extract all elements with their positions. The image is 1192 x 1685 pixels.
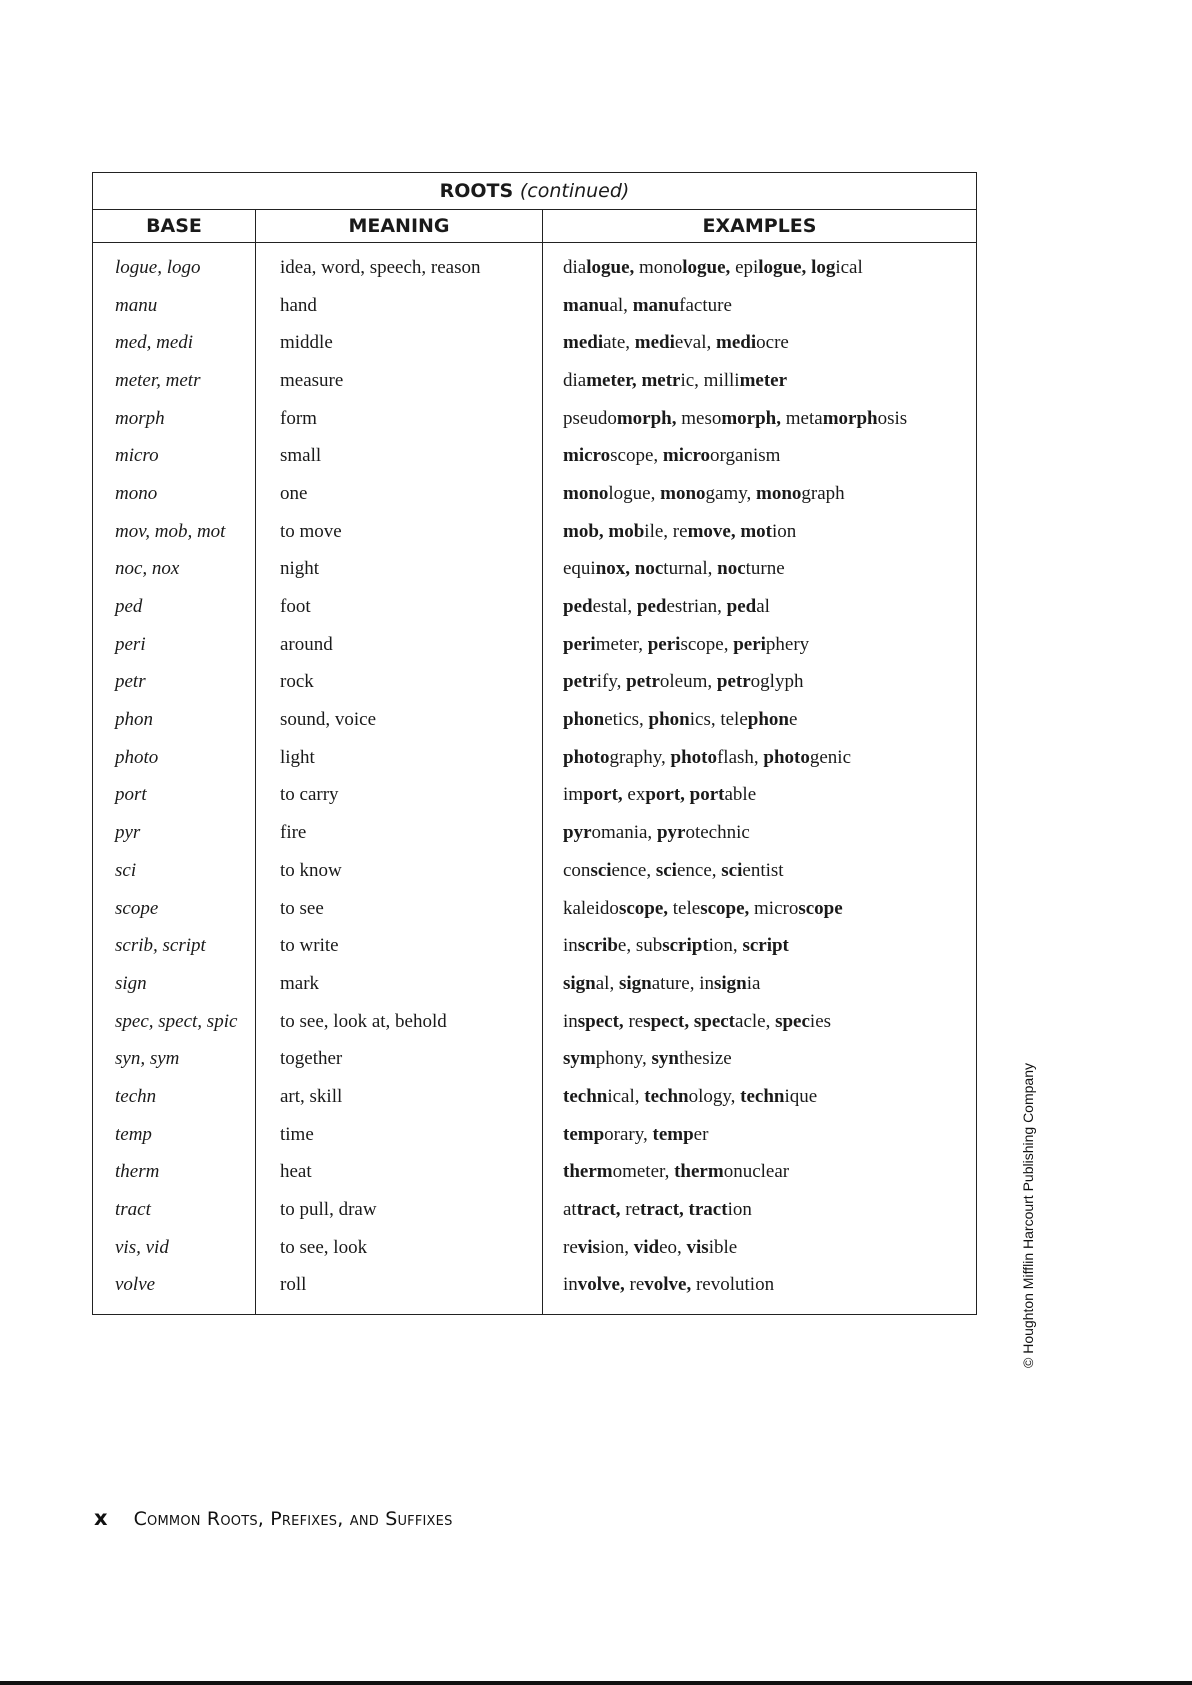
example-text: ion, — [708, 935, 743, 957]
table-body — [93, 243, 977, 1315]
root-highlight: vid — [633, 1236, 660, 1258]
root-highlight: photo — [563, 746, 610, 768]
root-highlight: manu — [632, 294, 680, 316]
root-highlight: sym — [563, 1048, 596, 1070]
table-row — [93, 1191, 977, 1229]
root-highlight: photo — [670, 746, 717, 768]
page-number: x — [94, 1506, 108, 1530]
base-cell: ped — [93, 588, 256, 626]
root-highlight: noc — [717, 558, 746, 580]
column-header-examples: EXAMPLES — [543, 210, 977, 243]
root-highlight: peri — [563, 633, 596, 655]
examples-cell — [543, 1267, 977, 1315]
example-text: re — [563, 1236, 578, 1258]
table-row — [93, 777, 977, 815]
examples-cell — [543, 1116, 977, 1154]
example-text: graphy, — [609, 746, 671, 768]
root-highlight: nox, noc — [595, 558, 664, 580]
table-row — [93, 551, 977, 589]
root-highlight: techn — [563, 1085, 608, 1107]
root-highlight: vis — [686, 1236, 709, 1258]
base-cell: meter, metr — [93, 362, 256, 400]
examples-cell — [543, 243, 977, 287]
meaning-cell: night — [256, 551, 543, 589]
root-highlight: logue, — [682, 256, 731, 278]
root-highlight: therm — [563, 1161, 613, 1183]
examples-cell — [543, 551, 977, 589]
example-text: orary, — [604, 1123, 653, 1145]
example-text: turne — [745, 558, 785, 580]
root-highlight: script — [662, 935, 709, 957]
base-cell: mono — [93, 475, 256, 513]
example-text: ical, — [607, 1085, 645, 1107]
base-cell: tract — [93, 1191, 256, 1229]
root-highlight: photo — [763, 746, 810, 768]
example-text: micro — [749, 897, 799, 919]
example-text: oglyph — [750, 671, 804, 693]
example-text: ate, — [603, 332, 635, 354]
table-row — [93, 1267, 977, 1315]
root-highlight: phon — [563, 709, 605, 731]
examples-cell — [543, 701, 977, 739]
meaning-cell: to write — [256, 927, 543, 965]
example-text: re — [620, 1199, 641, 1221]
examples-cell — [543, 777, 977, 815]
example-text: ible — [708, 1236, 738, 1258]
root-highlight: sign — [563, 972, 596, 994]
example-text: otechnic — [685, 822, 750, 844]
root-highlight: script — [742, 935, 789, 957]
root-highlight: scope — [798, 897, 843, 919]
example-text: ex — [622, 784, 646, 806]
examples-cell — [543, 965, 977, 1003]
root-highlight: scrib — [577, 935, 618, 957]
meaning-cell: sound, voice — [256, 701, 543, 739]
root-highlight: sci — [590, 859, 612, 881]
base-cell: photo — [93, 739, 256, 777]
table-row — [93, 890, 977, 928]
table-row — [93, 287, 977, 325]
base-cell: sci — [93, 852, 256, 890]
examples-cell — [543, 588, 977, 626]
example-text: al, — [609, 294, 633, 316]
base-cell: volve — [93, 1267, 256, 1315]
base-cell: temp — [93, 1116, 256, 1154]
table-row — [93, 1154, 977, 1192]
root-highlight: ped — [636, 596, 667, 618]
table-row — [93, 362, 977, 400]
root-highlight: temp — [652, 1123, 694, 1145]
example-text: scope, — [610, 445, 663, 467]
example-text: re — [624, 1274, 645, 1296]
root-highlight: morph, — [721, 407, 781, 429]
example-text: osis — [877, 407, 908, 429]
root-highlight: logue, — [586, 256, 635, 278]
example-text: thesize — [678, 1048, 732, 1070]
example-text: dia — [563, 369, 587, 391]
base-cell: spec, spect, spic — [93, 1003, 256, 1041]
example-text: ion, — [599, 1236, 634, 1258]
example-text: graph — [801, 482, 845, 504]
root-highlight: medi — [634, 332, 675, 354]
example-text: acle, — [735, 1010, 776, 1032]
root-highlight: volve, — [577, 1274, 625, 1296]
copyright-notice: © Houghton Mifflin Harcourt Publishing Company — [1020, 1063, 1036, 1368]
example-text: at — [563, 1199, 577, 1221]
base-cell: therm — [93, 1154, 256, 1192]
base-cell: mov, mob, mot — [93, 513, 256, 551]
root-highlight: techn — [644, 1085, 689, 1107]
example-text: in — [563, 1274, 578, 1296]
table-row — [93, 1040, 977, 1078]
meaning-cell: rock — [256, 664, 543, 702]
base-cell: logue, logo — [93, 243, 256, 287]
root-highlight: mono — [563, 482, 609, 504]
meaning-cell: small — [256, 437, 543, 475]
example-text: re — [623, 1010, 644, 1032]
example-text: turnal, — [663, 558, 718, 580]
root-highlight: therm — [674, 1161, 724, 1183]
example-text: oleum, — [659, 671, 717, 693]
example-text: scope, — [680, 633, 734, 655]
root-highlight: sign — [618, 972, 652, 994]
root-highlight: manu — [563, 294, 610, 316]
base-cell: scope — [93, 890, 256, 928]
root-highlight: meter — [739, 369, 788, 391]
examples-cell — [543, 814, 977, 852]
example-text: ic, milli — [680, 369, 740, 391]
base-cell: micro — [93, 437, 256, 475]
example-text: meta — [781, 407, 823, 429]
table-row — [93, 927, 977, 965]
root-highlight: micro — [662, 445, 711, 467]
examples-cell — [543, 890, 977, 928]
root-highlight: volve, — [644, 1274, 692, 1296]
root-highlight: port, — [583, 784, 623, 806]
table-row — [93, 852, 977, 890]
examples-cell — [543, 664, 977, 702]
root-highlight: phon — [747, 709, 789, 731]
example-text: omania, — [591, 822, 657, 844]
root-highlight: vis — [577, 1236, 600, 1258]
root-highlight: spec — [775, 1010, 810, 1032]
examples-cell — [543, 362, 977, 400]
meaning-cell: to know — [256, 852, 543, 890]
examples-cell — [543, 437, 977, 475]
table-row — [93, 324, 977, 362]
examples-cell — [543, 739, 977, 777]
meaning-cell: measure — [256, 362, 543, 400]
base-cell: port — [93, 777, 256, 815]
roots-table — [92, 172, 977, 1315]
example-text: eo, — [659, 1236, 687, 1258]
root-highlight: temp — [563, 1123, 605, 1145]
example-text: ocre — [756, 332, 789, 354]
example-text: e, sub — [617, 935, 663, 957]
meaning-cell: light — [256, 739, 543, 777]
root-highlight: petr — [626, 671, 660, 693]
examples-cell — [543, 852, 977, 890]
table-title-sub: (continued) — [519, 180, 630, 202]
root-highlight: tract, — [640, 1199, 684, 1221]
root-highlight: sci — [655, 859, 677, 881]
root-highlight: mob, mob — [563, 520, 645, 542]
table-row — [93, 513, 977, 551]
example-text: in — [563, 935, 578, 957]
base-cell: noc, nox — [93, 551, 256, 589]
base-cell: peri — [93, 626, 256, 664]
table-title-main: ROOTS — [439, 180, 514, 202]
meaning-cell: mark — [256, 965, 543, 1003]
table-row — [93, 701, 977, 739]
table-row — [93, 475, 977, 513]
examples-cell — [543, 1154, 977, 1192]
root-highlight: sign — [713, 972, 747, 994]
root-highlight: techn — [740, 1085, 785, 1107]
example-text: logue, — [608, 482, 661, 504]
examples-cell — [543, 324, 977, 362]
root-highlight: port, port — [645, 784, 725, 806]
example-text: kaleido — [563, 897, 619, 919]
root-highlight: spect — [693, 1010, 736, 1032]
examples-cell — [543, 927, 977, 965]
root-highlight: petr — [563, 671, 597, 693]
meaning-cell: form — [256, 400, 543, 438]
base-cell: petr — [93, 664, 256, 702]
root-highlight: medi — [716, 332, 757, 354]
meaning-cell: to pull, draw — [256, 1191, 543, 1229]
example-text: ique — [784, 1085, 818, 1107]
root-highlight: morph, — [616, 407, 677, 429]
example-text: ical — [835, 256, 863, 278]
footer-title: Common Roots, Prefixes, and Suffixes — [133, 1508, 453, 1530]
base-cell: med, medi — [93, 324, 256, 362]
example-text: able — [724, 784, 757, 806]
example-text: genic — [809, 746, 852, 768]
example-text: er — [693, 1123, 709, 1145]
meaning-cell: hand — [256, 287, 543, 325]
example-text: ology, — [688, 1085, 741, 1107]
base-cell: phon — [93, 701, 256, 739]
table-row — [93, 1116, 977, 1154]
examples-cell — [543, 626, 977, 664]
root-highlight: scope, — [618, 897, 669, 919]
example-text: al, — [595, 972, 619, 994]
base-cell: syn, sym — [93, 1040, 256, 1078]
example-text: eval, — [674, 332, 717, 354]
root-highlight: move, mot — [687, 520, 772, 542]
table-title — [93, 173, 977, 210]
root-highlight: scope, — [700, 897, 750, 919]
example-text: equi — [563, 558, 596, 580]
example-text: mono — [634, 256, 683, 278]
root-highlight: sci — [721, 859, 743, 881]
table-row — [93, 664, 977, 702]
table-row — [93, 400, 977, 438]
meaning-cell: to move — [256, 513, 543, 551]
meaning-cell: to carry — [256, 777, 543, 815]
examples-cell — [543, 1229, 977, 1267]
root-highlight: syn — [651, 1048, 679, 1070]
example-text: con — [563, 859, 591, 881]
example-text: e — [788, 709, 798, 731]
table-row — [93, 243, 977, 287]
example-text: phery — [765, 633, 810, 655]
root-highlight: medi — [563, 332, 604, 354]
page-footer — [94, 1506, 453, 1530]
table-row — [93, 814, 977, 852]
root-highlight: morph — [822, 407, 878, 429]
example-text: ature, in — [651, 972, 714, 994]
meaning-cell: one — [256, 475, 543, 513]
meaning-cell: around — [256, 626, 543, 664]
root-highlight: mono — [660, 482, 706, 504]
example-text: etics, — [604, 709, 649, 731]
root-highlight: spect, — [643, 1010, 690, 1032]
examples-cell — [543, 1003, 977, 1041]
examples-cell — [543, 1040, 977, 1078]
example-text: ence, — [611, 859, 656, 881]
base-cell: techn — [93, 1078, 256, 1116]
example-text: onuclear — [723, 1161, 790, 1183]
base-cell: vis, vid — [93, 1229, 256, 1267]
table-row — [93, 437, 977, 475]
example-text: epi — [730, 256, 759, 278]
example-text: ics, tele — [689, 709, 748, 731]
base-cell: pyr — [93, 814, 256, 852]
example-text: ence, — [676, 859, 722, 881]
meaning-cell: to see, look at, behold — [256, 1003, 543, 1041]
column-header-base: BASE — [93, 210, 256, 243]
meaning-cell: to see — [256, 890, 543, 928]
root-highlight: logue, — [758, 256, 807, 278]
meaning-cell: middle — [256, 324, 543, 362]
table-row — [93, 739, 977, 777]
example-text: estrian, — [666, 596, 727, 618]
root-highlight: metr — [641, 369, 681, 391]
root-highlight: spect, — [577, 1010, 624, 1032]
example-text: facture — [679, 294, 732, 316]
table-row — [93, 1229, 977, 1267]
example-text: organism — [710, 445, 781, 467]
example-text: entist — [742, 859, 784, 881]
example-text: ify, — [596, 671, 627, 693]
meaning-cell: foot — [256, 588, 543, 626]
meaning-cell: to see, look — [256, 1229, 543, 1267]
bottom-rule — [0, 1681, 1192, 1685]
root-highlight: pyr — [656, 822, 686, 844]
examples-cell — [543, 1191, 977, 1229]
meaning-cell: heat — [256, 1154, 543, 1192]
column-header-meaning: MEANING — [256, 210, 543, 243]
example-text: ile, re — [644, 520, 688, 542]
example-text: pseudo — [563, 407, 617, 429]
root-highlight: mono — [756, 482, 802, 504]
example-text: ion — [727, 1199, 752, 1221]
example-text: im — [563, 784, 584, 806]
base-cell: sign — [93, 965, 256, 1003]
example-text: tele — [668, 897, 701, 919]
example-text: phony, — [595, 1048, 652, 1070]
meaning-cell: time — [256, 1116, 543, 1154]
table-row — [93, 1078, 977, 1116]
examples-cell — [543, 287, 977, 325]
example-text: ia — [746, 972, 761, 994]
example-text: estal, — [592, 596, 637, 618]
root-highlight: ped — [563, 596, 593, 618]
base-cell: scrib, script — [93, 927, 256, 965]
meaning-cell: roll — [256, 1267, 543, 1315]
root-highlight: tract, — [576, 1199, 621, 1221]
example-text: meter, — [595, 633, 648, 655]
base-cell: morph — [93, 400, 256, 438]
examples-cell — [543, 1078, 977, 1116]
example-text: meso — [676, 407, 722, 429]
table-row — [93, 965, 977, 1003]
root-highlight: peri — [733, 633, 766, 655]
root-highlight: tract — [688, 1199, 728, 1221]
meaning-cell: fire — [256, 814, 543, 852]
example-text: dia — [563, 256, 587, 278]
base-cell: manu — [93, 287, 256, 325]
table-row — [93, 588, 977, 626]
root-highlight: log — [811, 256, 836, 278]
root-highlight: peri — [647, 633, 681, 655]
examples-cell — [543, 513, 977, 551]
example-text: revolution — [691, 1274, 775, 1296]
example-text: flash, — [716, 746, 764, 768]
root-highlight: phon — [648, 709, 690, 731]
table-row — [93, 1003, 977, 1041]
root-highlight: petr — [716, 671, 751, 693]
example-text: gamy, — [705, 482, 757, 504]
example-text: ion — [771, 520, 797, 542]
meaning-cell: together — [256, 1040, 543, 1078]
meaning-cell: idea, word, speech, reason — [256, 243, 543, 287]
root-highlight: pyr — [563, 822, 592, 844]
example-text: ies — [809, 1010, 832, 1032]
examples-cell — [543, 475, 977, 513]
root-highlight: ped — [726, 596, 757, 618]
meaning-cell: art, skill — [256, 1078, 543, 1116]
root-highlight: meter, — [586, 369, 637, 391]
examples-cell — [543, 400, 977, 438]
example-text: ometer, — [612, 1161, 675, 1183]
example-text: al — [756, 596, 770, 618]
root-highlight: micro — [563, 445, 611, 467]
example-text: in — [563, 1010, 578, 1032]
table-row — [93, 626, 977, 664]
